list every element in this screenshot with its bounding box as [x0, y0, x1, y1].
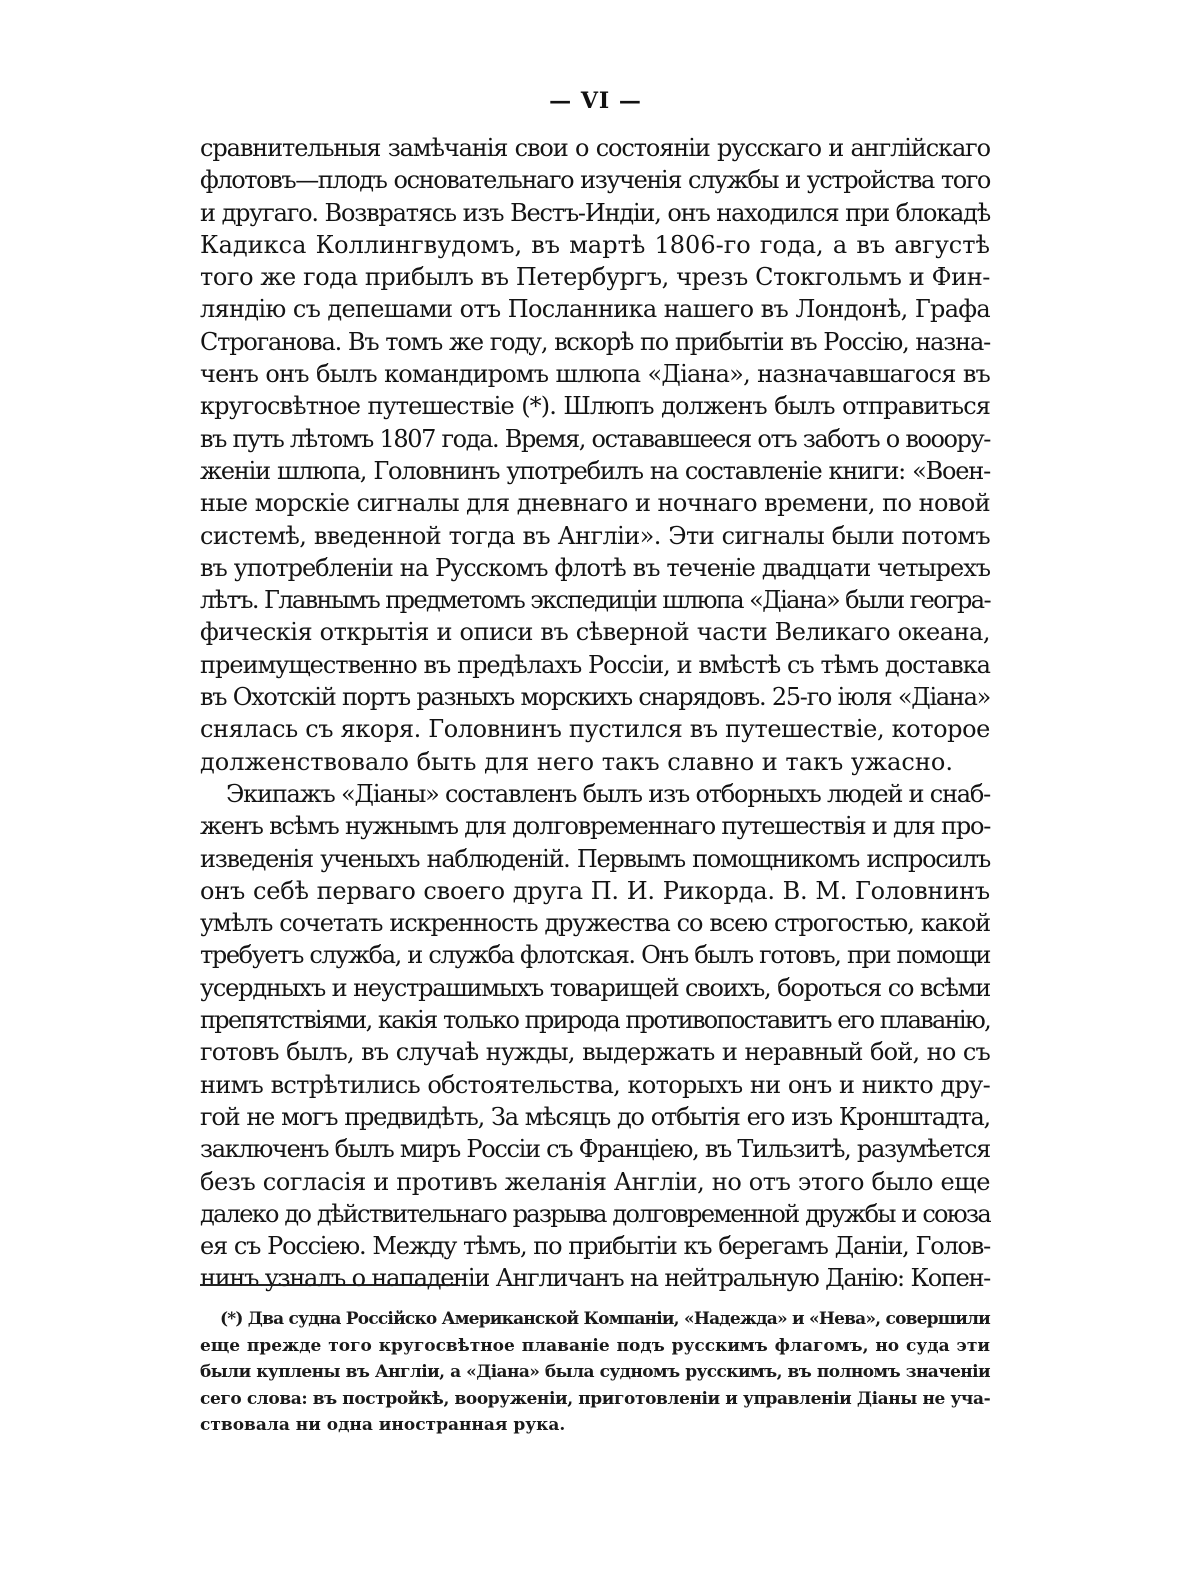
footnote-line: были куплены въ Англіи, а «Діана» была судномъ русскимъ, въ полномъ значеніи	[200, 1362, 990, 1382]
footnote-line: сего слова: въ постройкѣ, вооруженіи, приготовленіи и управленіи Діаны не уча-	[200, 1388, 991, 1409]
text-line: преимущественно въ предѣлахъ Россіи, и вмѣстѣ съ тѣмъ доставка	[200, 650, 990, 679]
text-line: ные морскіе сигналы для дневнаго и ночнаго времени, по новой	[200, 489, 990, 518]
text-line: кругосвѣтное путешествіе (*). Шлюпъ долженъ былъ отправиться	[200, 392, 990, 421]
text-line: Строганова. Въ томъ же году, вскорѣ по прибытіи въ Россію, назна-	[200, 327, 990, 356]
text-line: снялась съ якоря. Головнинъ пустился въ путешествіе, которое	[200, 715, 990, 744]
paragraph-end-line: долженствовало быть для него такъ славно и такъ ужасно.	[200, 747, 953, 776]
footnote	[200, 1306, 990, 1439]
text-line: безъ согласія и противъ желанія Англіи, но отъ этого было еще	[200, 1167, 990, 1196]
paragraph-start-line: Экипажъ «Діаны» составленъ былъ изъ отборныхъ людей и снаб-	[226, 779, 991, 808]
text-line: въ Охотскій портъ разныхъ морскихъ снарядовъ. 25-го іюля «Діана»	[200, 683, 990, 712]
text-line: готовъ былъ, въ случаѣ нужды, выдержать и неравный бой, но съ	[200, 1038, 990, 1067]
text-line: заключенъ былъ миръ Россіи съ Франціею, въ Тильзитѣ, разумѣется	[200, 1135, 990, 1164]
page-number: — VI —	[549, 88, 642, 114]
main-text	[200, 132, 990, 1295]
text-line: того же года прибылъ въ Петербургъ, чрезъ Стокгольмъ и Фин-	[200, 263, 990, 292]
text-line: Кадикса Коллингвудомъ, въ мартѣ 1806-го года, а въ августѣ	[200, 230, 990, 259]
text-line: усердныхъ и неустрашимыхъ товарищей своихъ, бороться со всѣми	[200, 973, 990, 1002]
text-line: ляндію съ депешами отъ Посланника нашего въ Лондонѣ, Графа	[200, 295, 990, 324]
text-line: умѣлъ сочетать искренность дружества со всею строгостью, какой	[200, 909, 990, 938]
text-line: женъ всѣмъ нужнымъ для долговременнаго путешествія и для про-	[200, 812, 991, 841]
text-line: ченъ онъ былъ командиромъ шлюпа «Діана», назначавшагося въ	[200, 360, 990, 389]
text-line: гой не могъ предвидѣть, За мѣсяцъ до отбытія его изъ Кронштадта,	[200, 1102, 990, 1131]
footnote-line: ствовала ни одна иностранная рука.	[200, 1415, 566, 1435]
text-line: флотовъ—плодъ основательнаго изученія службы и устройства того	[200, 166, 990, 195]
footnote-line: (*) Два судна Россійско Американской Компаніи, «Надежда» и «Нева», совершили	[220, 1309, 990, 1329]
text-line: ея съ Россіею. Между тѣмъ, по прибытіи къ берегамъ Даніи, Голов-	[200, 1232, 990, 1261]
text-line: требуетъ служба, и служба флотская. Онъ былъ готовъ, при помощи	[200, 941, 990, 970]
footnote-line: еще прежде того кругосвѣтное плаваніе подъ русскимъ флагомъ, но суда эти	[200, 1335, 990, 1356]
text-line: и другаго. Возвратясь изъ Вестъ-Индіи, онъ находился при блокадѣ	[200, 198, 990, 227]
text-line: лѣтъ. Главнымъ предметомъ экспедиціи шлюпа «Діана» были геогра-	[200, 586, 990, 615]
text-line: онъ себѣ перваго своего друга П. И. Рикорда. В. М. Головнинъ	[200, 876, 990, 905]
text-line: изведенія ученыхъ наблюденій. Первымъ помощникомъ испросилъ	[200, 844, 990, 873]
text-line: нинъ узналъ о нападеніи Англичанъ на нейтральную Данію: Копен-	[200, 1264, 990, 1293]
footnote-divider	[200, 1284, 456, 1286]
text-line: женіи шлюпа, Головнинъ употребилъ на составленіе книги: «Воен-	[200, 456, 990, 485]
text-line: въ употребленіи на Русскомъ флотѣ въ теченіе двадцати четырехъ	[200, 553, 990, 582]
text-line: системѣ, введенной тогда въ Англіи». Эти сигналы были потомъ	[200, 521, 990, 550]
text-line: фическія открытія и описи въ сѣверной части Великаго океана,	[200, 618, 990, 647]
text-line: далеко до дѣйствительнаго разрыва долговременной дружбы и союза	[200, 1199, 990, 1228]
text-line: сравнительныя замѣчанія свои о состояніи русскаго и англійскаго	[200, 134, 990, 162]
text-line: препятствіями, какія только природа противопоставитъ его плаванію,	[200, 1006, 990, 1035]
text-line: нимъ встрѣтились обстоятельства, которыхъ ни онъ и никто дру-	[200, 1070, 990, 1099]
text-line: въ путь лѣтомъ 1807 года. Время, остававшееся отъ заботъ о вооору-	[200, 424, 990, 453]
